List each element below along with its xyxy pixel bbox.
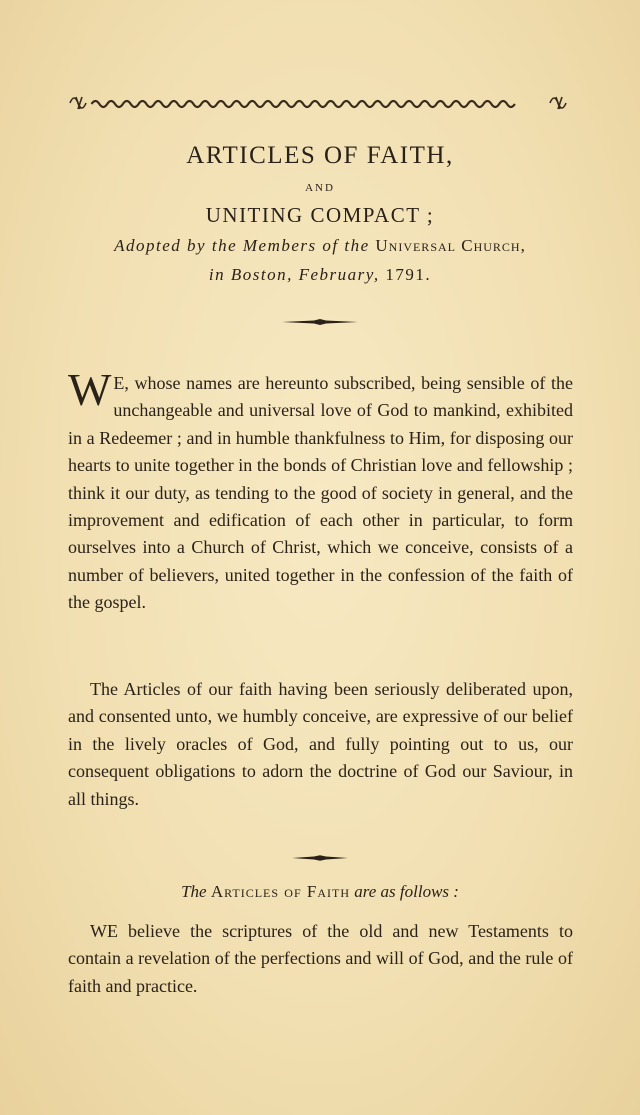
date-line	[0, 265, 640, 285]
adoption-line	[40, 236, 600, 256]
articles-subheading	[0, 882, 640, 902]
subheading-the: The	[181, 882, 207, 901]
place-date: in Boston, February,	[208, 265, 380, 284]
church-name: Universal Church,	[375, 236, 526, 255]
second-paragraph: The Articles of our faith having been seriously deliberated upon, and consented unto, we humbly conceive, are expressive of our belief in the lively oracles of God, and fully pointing out to us, our consequent obligations to adorn the doctrine of God our Saviour, in all things.	[68, 679, 573, 809]
intro-paragraph	[68, 364, 573, 617]
intro-text: E, whose names are hereunto subscribed, being sensible of the unchangeable and universal love of God to mankind, exhibited in a Redeemer ; and in humble thankfulness to Him, for disposing our hearts to unite together in the bonds of Christian love and fellowship ; think it our duty, as tending to the good of society in general, and the improvement and edification of each other in particular, to form ourselves into a Church of Christ, which we conceive, consists of a number of believers, united together in the confession of the faith of the gospel.	[68, 373, 573, 613]
ornament-border-top	[68, 92, 568, 114]
page-subtitle: UNITING COMPACT ;	[205, 203, 435, 227]
title-conjunction: AND	[305, 182, 335, 194]
year: 1791.	[385, 265, 432, 284]
divider-ornament-middle	[270, 854, 370, 862]
adoption-text: Adopted by the Members of the	[114, 236, 370, 255]
page-title: ARTICLES OF FAITH,	[186, 142, 454, 169]
subheading-follows: are as follows :	[354, 882, 459, 901]
first-article: WE believe the scriptures of the old and new Testaments to contain a revelation of the perfections and will of God, and the rule of faith and practice.	[68, 921, 573, 996]
divider-ornament-top	[270, 318, 370, 326]
drop-cap: W	[68, 364, 112, 415]
subheading-articles: Articles of Faith	[210, 882, 350, 901]
